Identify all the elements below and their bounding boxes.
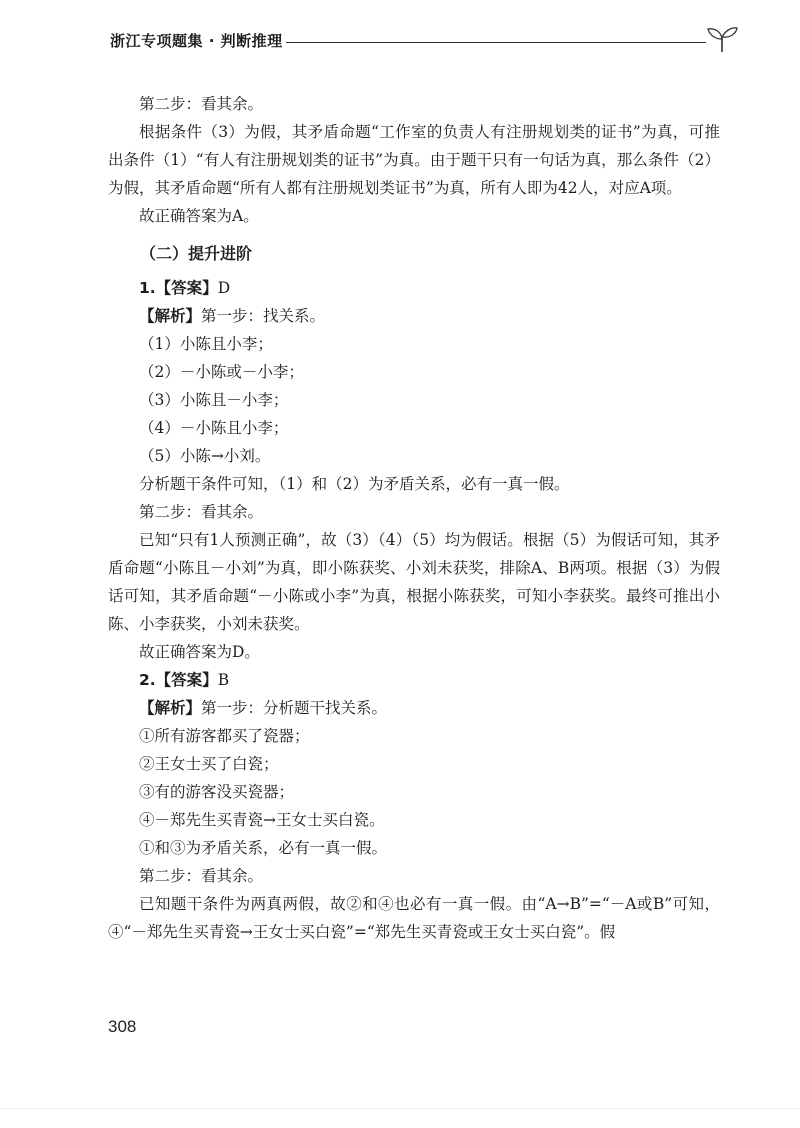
header-title: 浙江专项题集 · 判断推理 bbox=[110, 32, 283, 50]
q2-relation: ①和③为矛盾关系，必有一真一假。 bbox=[139, 839, 388, 857]
q2-analysis-label: 【解析】 bbox=[139, 699, 202, 717]
q1-item-3: （3）小陈且－小李； bbox=[139, 391, 289, 409]
q1-relation: 分析题干条件可知，（1）和（2）为矛盾关系，必有一真一假。 bbox=[139, 475, 570, 493]
q1-analysis bbox=[108, 302, 720, 330]
q2-paragraph: 已知题干条件为两真两假，故②和④也必有一真一假。由“A→B”=“－A或B”可知，④“－郑先生买青瓷→王女士买白瓷”=“郑先生买青瓷或王女士买白瓷”。假 bbox=[108, 895, 720, 941]
q2-step2-title: 第二步：看其余。 bbox=[139, 867, 264, 885]
q1-item-1: （1）小陈且小李； bbox=[139, 335, 273, 353]
q1-step2-title: 第二步：看其余。 bbox=[139, 503, 264, 521]
q2-item-4: ④－郑先生买青瓷→王女士买白瓷。 bbox=[139, 811, 385, 829]
sprout-icon bbox=[704, 24, 740, 54]
q1-answer-value: D bbox=[217, 279, 231, 297]
page-content bbox=[108, 90, 720, 946]
q1-answer bbox=[108, 274, 720, 302]
q1-item-5: （5）小陈→小刘。 bbox=[139, 447, 271, 465]
q2-item-3: ③有的游客没买瓷器； bbox=[139, 783, 295, 801]
q1-item-4: （4）－小陈且小李； bbox=[139, 419, 289, 437]
q1-analysis-label: 【解析】 bbox=[139, 307, 202, 325]
section-title: （二）提升进阶 bbox=[140, 244, 253, 263]
q2-item-2: ②王女士买了白瓷； bbox=[139, 755, 279, 773]
q1-analysis-text: 第一步：找关系。 bbox=[201, 307, 326, 325]
q2-analysis bbox=[108, 694, 720, 722]
page-header bbox=[110, 26, 750, 56]
q1-paragraph: 已知“只有1人预测正确”，故（3）（4）（5）均为假话。根据（5）为假话可知，其矛盾命题“小陈且－小刘”为真，即小陈获奖、小刘未获奖，排除A、B两项。根据（3）为假话可知，其矛盾命题“－小陈或小李”为真，根据小陈获奖，可知小李获奖。最终可推出小陈、小李获奖，小刘未获奖。 bbox=[108, 531, 720, 633]
q2-analysis-text: 第一步：分析题干找关系。 bbox=[201, 699, 388, 717]
q2-item-1: ①所有游客都买了瓷器； bbox=[139, 727, 310, 745]
page-number: 308 bbox=[108, 1017, 137, 1036]
part1-answer-line: 故正确答案为A。 bbox=[139, 207, 259, 225]
q2-answer-value: B bbox=[217, 671, 230, 689]
header-rule bbox=[286, 42, 706, 43]
q2-answer-label: 2.【答案】 bbox=[139, 671, 218, 689]
part1-paragraph: 根据条件（3）为假，其矛盾命题“工作室的负责人有注册规划类的证书”为真，可推出条件（1）“有人有注册规划类的证书”为真。由于题干只有一句话为真，那么条件（2）为假，其矛盾命题“所有人都有注册规划类证书”为真，所有人即为42人，对应A项。 bbox=[108, 123, 720, 197]
q1-item-2: （2）－小陈或－小李； bbox=[139, 363, 304, 381]
q1-answer-line: 故正确答案为D。 bbox=[139, 643, 260, 661]
scan-edge-artifact bbox=[0, 1108, 800, 1117]
part1-step2-title: 第二步：看其余。 bbox=[139, 95, 264, 113]
q2-answer bbox=[108, 666, 720, 694]
q1-answer-label: 1.【答案】 bbox=[139, 279, 218, 297]
